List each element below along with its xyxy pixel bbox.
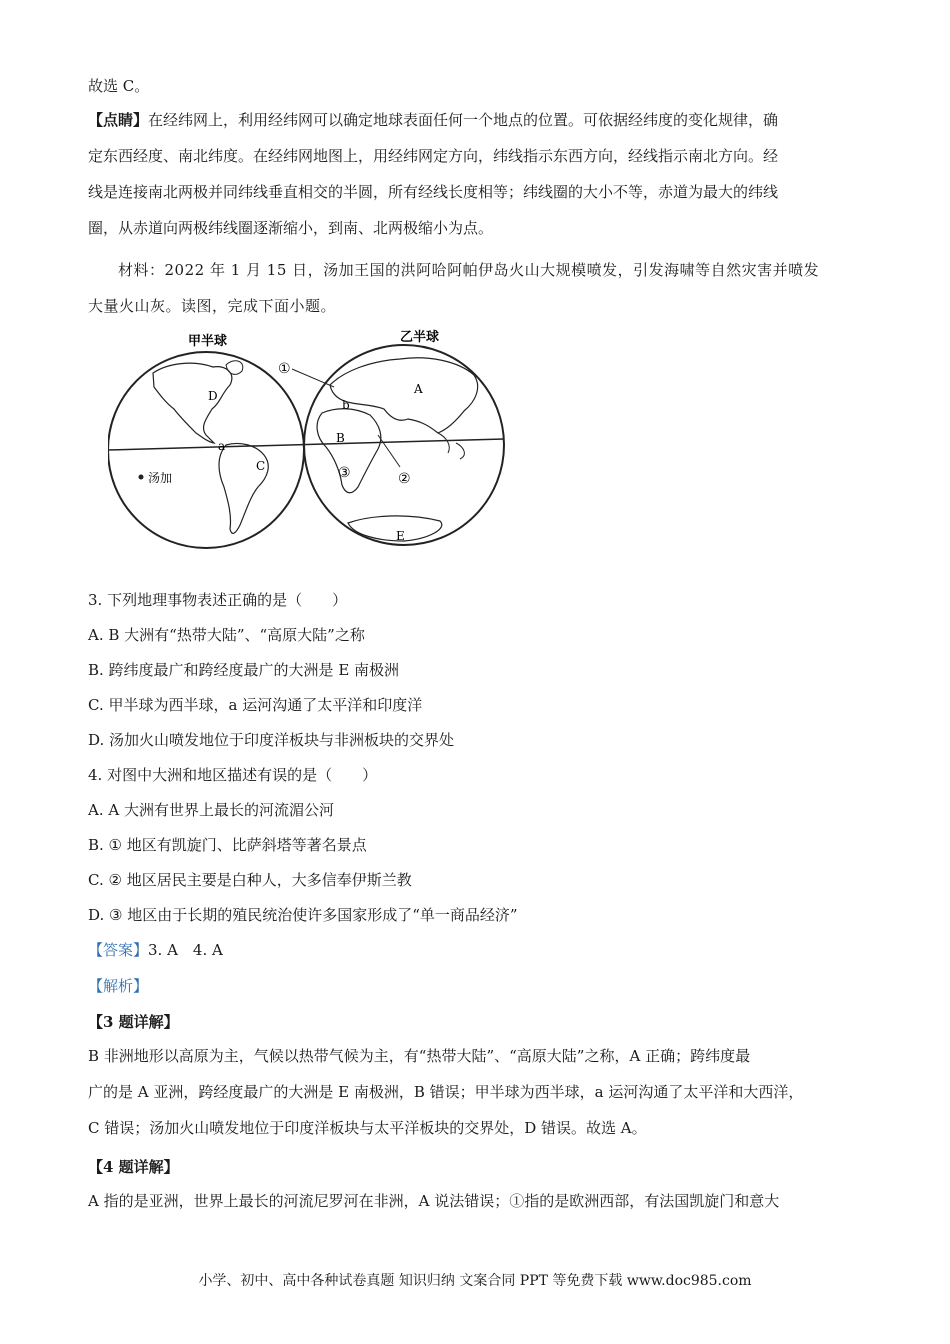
label-C: C [256, 459, 266, 473]
answer-tag: 【答案】 [88, 941, 149, 959]
question-4-option-d: D. ③ 地区由于长期的殖民统治使许多国家形成了“单一商品经济” [88, 906, 518, 924]
label-circle-1: ① [278, 361, 291, 377]
tip-tag: 【点睛】 [88, 111, 149, 129]
analysis-tag: 【解析】 [88, 977, 149, 995]
right-hemisphere-title: 乙半球 [400, 330, 440, 345]
greenland-outline [226, 361, 243, 375]
detail-3-body [88, 1038, 860, 1146]
south-america-outline [219, 443, 268, 533]
tip-paragraph [88, 102, 860, 246]
label-tonga: 汤加 [148, 471, 173, 485]
label-B: B [336, 431, 345, 445]
tip-line-3: 线是连接南北两极并同纬线垂直相交的半圆，所有经线长度相等；纬线圈的大小不等，赤道为最大的纬线 [88, 183, 779, 201]
pointer-line-1 [292, 369, 334, 387]
detail-4-body [88, 1183, 860, 1219]
hemisphere-map [108, 325, 508, 555]
question-3-option-b: B. 跨纬度最广和跨经度最广的大洲是 E 南极洲 [88, 661, 400, 679]
question-3-option-d: D. 汤加火山喷发地位于印度洋板块与非洲板块的交界处 [88, 731, 455, 749]
question-3-option-c: C. 甲半球为西半球，a 运河沟通了太平洋和印度洋 [88, 696, 423, 714]
eurasia-outline [330, 358, 478, 433]
label-b: b [342, 398, 350, 412]
label-E: E [396, 529, 405, 543]
label-circle-2: ② [398, 471, 411, 487]
question-3-stem: 3. 下列地理事物表述正确的是（ ） [88, 591, 348, 609]
label-A: A [414, 382, 423, 396]
west-hemisphere-circle [108, 352, 304, 548]
detail-3-title: 【3 题详解】 [88, 1013, 179, 1031]
southeast-asia-islands [438, 433, 464, 459]
detail-3-line-1: B 非洲地形以高原为主，气候以热带气候为主，有“热带大陆”、“高原大陆”之称，A 正确；跨纬度最 [88, 1047, 751, 1065]
question-4-option-a: A. A 大洲有世界上最长的河流湄公河 [88, 801, 334, 819]
antarctica-outline [348, 516, 442, 541]
answer-line [88, 940, 223, 960]
detail-3-line-2: 广的是 A 亚洲，跨经度最广的大洲是 E 南极洲，B 错误；甲半球为西半球，a 运河沟通了太平洋和大西洋， [88, 1083, 804, 1101]
label-a: a [218, 439, 226, 453]
equator-line [108, 439, 504, 450]
tonga-dot [139, 475, 144, 480]
label-circle-3: ③ [338, 465, 351, 481]
question-3-option-a: A. B 大洲有“热带大陆”、“高原大陆”之称 [88, 626, 365, 644]
left-hemisphere-title: 甲半球 [188, 334, 228, 349]
detail-4-title: 【4 题详解】 [88, 1158, 179, 1176]
page-footer: 小学、初中、高中各种试卷真题 知识归纳 文案合同 PPT 等免费下载 www.doc985.com [198, 1273, 752, 1289]
conclusion-line: 故选 C。 [88, 77, 150, 95]
pointer-line-2 [378, 435, 400, 467]
material-paragraph [88, 252, 863, 324]
material-line-2: 大量火山灰。读图，完成下面小题。 [88, 297, 337, 315]
question-4-option-b: B. ① 地区有凯旋门、比萨斜塔等著名景点 [88, 836, 367, 854]
material-line-1: 材料：2022 年 1 月 15 日，汤加王国的洪阿哈阿帕伊岛火山大规模喷发，引发海啸等自然灾害并喷发 [118, 261, 820, 279]
tip-line-1: 【点睛】在经纬网上，利用经纬网可以确定地球表面任何一个地点的位置。可依据经纬度的变化规律，确 [88, 111, 779, 129]
tip-line-4: 圈，从赤道向两极纬线圈逐渐缩小，到南、北两极缩小为点。 [88, 219, 494, 237]
label-D: D [208, 389, 218, 403]
tip-line-2: 定东西经度、南北纬度。在经纬网地图上，用经纬网定方向，纬线指示东西方向，经线指示南北方向。经 [88, 147, 779, 165]
answer-text: 3. A 4. A [148, 941, 223, 959]
question-4-option-c: C. ② 地区居民主要是白种人，大多信奉伊斯兰教 [88, 871, 412, 889]
detail-3-line-3: C 错误；汤加火山喷发地位于印度洋板块与太平洋板块的交界处，D 错误。故选 A。 [88, 1119, 647, 1137]
detail-4-line-1: A 指的是亚洲，世界上最长的河流尼罗河在非洲，A 说法错误；①指的是欧洲西部，有法国凯旋门和意大 [88, 1192, 780, 1210]
question-4-stem: 4. 对图中大洲和地区描述有误的是（ ） [88, 766, 378, 784]
north-america-outline [153, 363, 232, 443]
